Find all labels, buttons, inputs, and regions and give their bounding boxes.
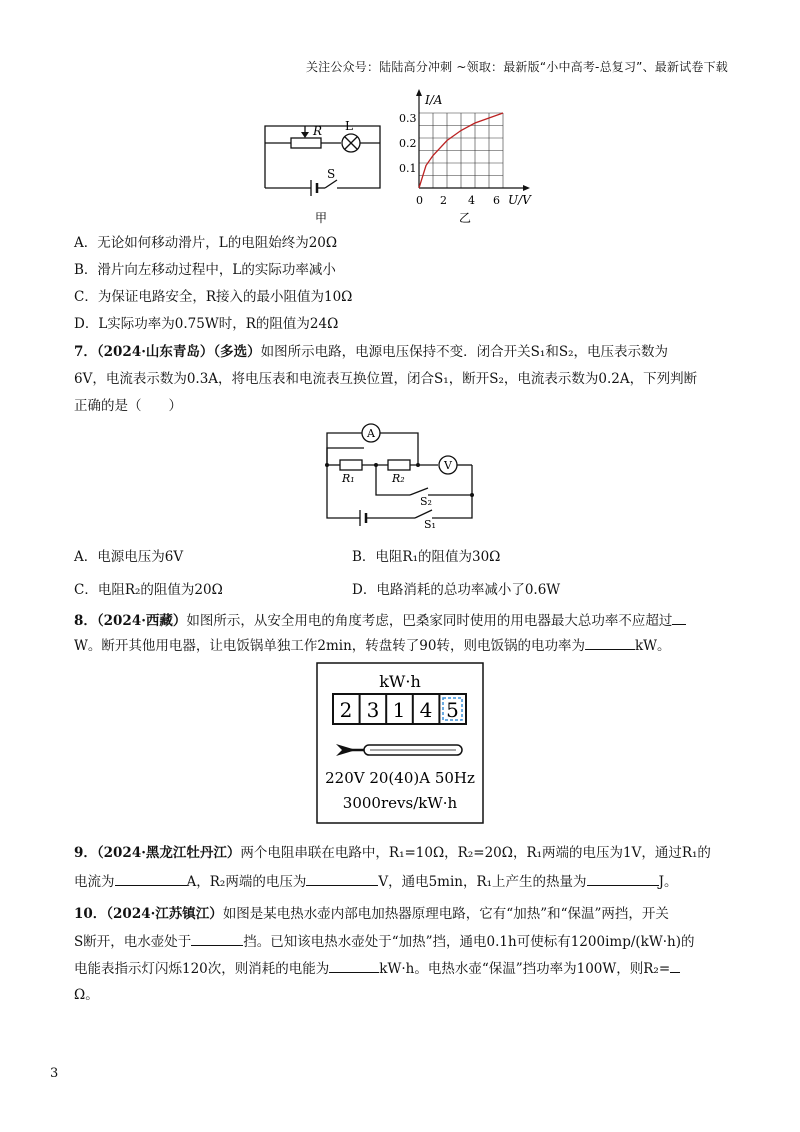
q7-option-a: A．电源电压为6V bbox=[74, 549, 184, 565]
page-number: 3 bbox=[50, 1066, 59, 1081]
q9-line1: 9．（2024·黑龙江牡丹江）两个电阻串联在电路中，R₁=10Ω，R₂=20Ω，R₁两端的电压为1V，通过R₁的 bbox=[74, 845, 711, 861]
meter-unit: kW·h bbox=[379, 672, 421, 691]
q10-line2: S断开，电水壶处于 挡。已知该电热水壶处于“加热”挡，通电0.1h可使标有1200imp/(kW·h)的 bbox=[74, 931, 694, 952]
q9-number: 9．（2024·黑龙江牡丹江） bbox=[74, 845, 241, 861]
label-s: S bbox=[327, 167, 336, 181]
label-jia: 甲 bbox=[315, 211, 328, 225]
q7-option-c: C．电阻R₂的阻值为20Ω bbox=[74, 582, 223, 598]
voltmeter-label: V bbox=[444, 459, 452, 472]
y-axis-label: I/A bbox=[425, 93, 443, 107]
label-r: R bbox=[313, 124, 323, 138]
label-s2: S₂ bbox=[420, 495, 432, 508]
q7-option-b: B．电阻R₁的阻值为30Ω bbox=[352, 549, 501, 565]
switch-s1 bbox=[415, 510, 432, 518]
page-header: 关注公众号：陆陆高分冲刺 ~领取：最新版“小中高考-总复习”、最新试卷下载 bbox=[305, 60, 728, 74]
q9-line2: 电流为 A，R₂两端的电压为 V，通电5min，R₁上产生的热量为 J。 bbox=[74, 871, 677, 892]
resistor-r1 bbox=[340, 460, 362, 470]
figure-circuit-q7 bbox=[320, 418, 480, 530]
meter-digit-3: 1 bbox=[392, 698, 406, 722]
q6-option-d: D．L实际功率为0.75W时，R的阻值为24Ω bbox=[74, 316, 339, 332]
figure-electric-meter bbox=[316, 662, 484, 824]
q8-blank-1[interactable] bbox=[672, 610, 686, 625]
x-tick-2: 4 bbox=[468, 194, 475, 207]
q10-line3: 电能表指示灯闪烁120次，则消耗的电能为 kW·h。电热水壶“保温”挡功率为100W，则R₂= bbox=[74, 958, 680, 979]
q10-number: 10．（2024·江苏镇江） bbox=[74, 906, 223, 922]
q8-blank-2[interactable] bbox=[585, 635, 635, 650]
q10-line4: Ω。 bbox=[74, 987, 99, 1003]
figure-chart-yi bbox=[395, 88, 545, 228]
y-tick-0: 0.3 bbox=[399, 112, 417, 125]
x-axis-label: U/V bbox=[508, 193, 531, 207]
label-r1: R₁ bbox=[342, 472, 355, 485]
y-tick-1: 0.2 bbox=[399, 137, 417, 150]
label-l: L bbox=[345, 119, 353, 133]
q10-line1: 10．（2024·江苏镇江）如图是某电热水壶内部电加热器原理电路，它有“加热”和“保温”两挡，开关 bbox=[74, 906, 669, 922]
resistor-r2 bbox=[388, 460, 410, 470]
meter-spec: 220V 20(40)A 50Hz bbox=[325, 769, 475, 787]
q10-blank-2[interactable] bbox=[329, 958, 379, 973]
q7-line3: 正确的是（ ） bbox=[74, 398, 182, 414]
q9-blank-1[interactable] bbox=[115, 871, 187, 886]
rheostat-r bbox=[291, 138, 321, 148]
switch-s bbox=[325, 180, 337, 188]
x-tick-0: 0 bbox=[416, 194, 423, 207]
q8-line1: 8．（2024·西藏）如图所示，从安全用电的角度考虑，巴桑家同时使用的用电器最大总功率不应超过 bbox=[74, 610, 686, 631]
q7-number: 7．（2024·山东青岛）（多选） bbox=[74, 344, 261, 360]
y-tick-2: 0.1 bbox=[399, 162, 417, 175]
q10-blank-1[interactable] bbox=[191, 931, 243, 946]
q6-option-a: A．无论如何移动滑片，L的电阻始终为20Ω bbox=[74, 235, 338, 251]
q8-line2: W。断开其他用电器，让电饭锅单独工作2min，转盘转了90转，则电饭锅的电功率为 kW。 bbox=[74, 635, 671, 656]
q6-option-b: B．滑片向左移动过程中，L的实际功率减小 bbox=[74, 262, 336, 278]
q10-blank-3[interactable] bbox=[670, 958, 680, 973]
q9-blank-2[interactable] bbox=[306, 871, 378, 886]
q7-line1: 7．（2024·山东青岛）（多选）如图所示电路，电源电压保持不变．闭合开关S₁和S₂，电压表示数为 bbox=[74, 344, 668, 360]
x-tick-3: 6 bbox=[493, 194, 500, 207]
label-yi: 乙 bbox=[459, 211, 472, 225]
q6-option-c: C．为保证电路安全，R接入的最小阻值为10Ω bbox=[74, 289, 353, 305]
label-s1: S₁ bbox=[424, 518, 436, 530]
meter-digit-2: 3 bbox=[366, 698, 380, 722]
meter-digit-5: 5 bbox=[446, 698, 459, 722]
ammeter-label: A bbox=[367, 427, 375, 440]
meter-digit-1: 2 bbox=[339, 698, 353, 722]
q7-line2: 6V，电流表示数为0.3A，将电压表和电流表互换位置，闭合S₁，断开S₂，电流表示数为0.2A，下列判断 bbox=[74, 371, 698, 387]
q7-option-d: D．电路消耗的总功率减小了0.6W bbox=[352, 582, 561, 598]
q9-blank-3[interactable] bbox=[587, 871, 659, 886]
label-r2: R₂ bbox=[392, 472, 405, 485]
q8-number: 8．（2024·西藏） bbox=[74, 613, 187, 629]
x-tick-1: 2 bbox=[440, 194, 447, 207]
figure-circuit-jia bbox=[255, 118, 395, 228]
meter-revs: 3000revs/kW·h bbox=[342, 794, 458, 812]
switch-s2 bbox=[410, 488, 428, 495]
meter-digit-4: 4 bbox=[419, 698, 433, 722]
